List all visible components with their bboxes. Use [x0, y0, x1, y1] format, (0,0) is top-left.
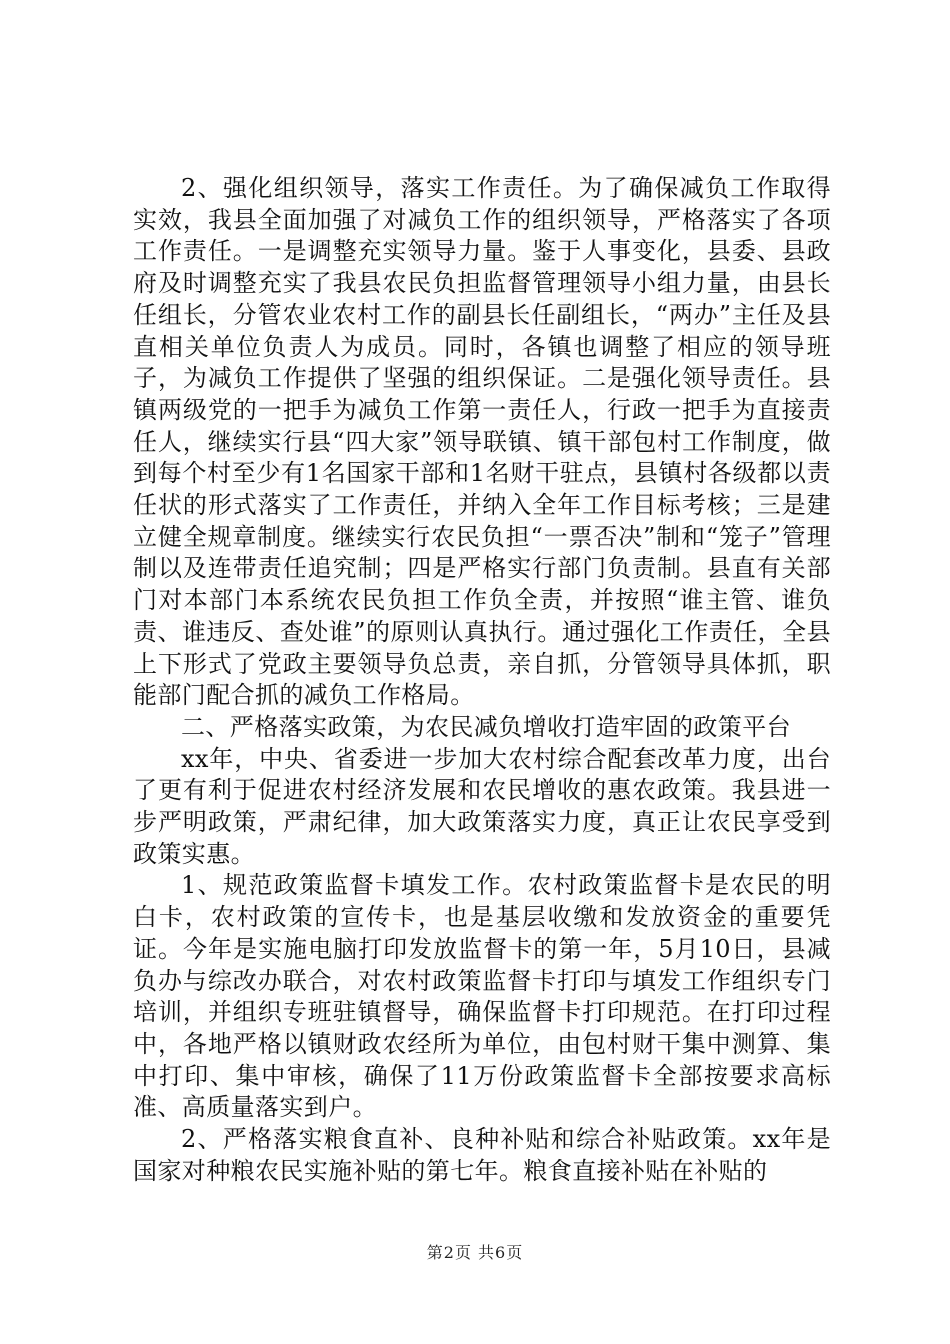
- paragraph-supervision-card: 1、规范政策监督卡填发工作。农村政策监督卡是农民的明白卡，农村政策的宣传卡，也是基层收缴和发放资金的重要凭证。今年是实施电脑打印发放监督卡的第一年，5月10日，县减负办与综改办联合，对农村政策监督卡打印与填发工作组织专门培训，并组织专班驻镇督导，确保监督卡打印规范。在打印过程中，各地严格以镇财政农经所为单位，由包村财干集中测算、集中打印、集中审核，确保了11万份政策监督卡全部按要求高标准、高质量落实到户。: [133, 871, 831, 1122]
- document-body: [133, 173, 831, 1188]
- page-footer: 第2页 共6页: [426, 1243, 524, 1262]
- paragraph-policy-intro: xx年，中央、省委进一步加大农村综合配套改革力度，出台了更有利于促进农村经济发展和农民增收的惠农政策。我县进一步严明政策，严肃纪律，加大政策落实力度，真正让农民享受到政策实惠。: [133, 744, 831, 868]
- section-heading-policy: 二、严格落实政策，为农民减负增收打造牢固的政策平台: [181, 712, 791, 741]
- paragraph-responsibility: 2、强化组织领导，落实工作责任。为了确保减负工作取得实效，我县全面加强了对减负工作的组织领导，严格落实了各项工作责任。一是调整充实领导力量。鉴于人事变化，县委、县政府及时调整充实了我县农民负担监督管理领导小组力量，由县长任组长，分管农业农村工作的副县长任副组长，“两办”主任及县直相关单位负责人为成员。同时，各镇也调整了相应的领导班子，为减负工作提供了坚强的组织保证。二是强化领导责任。县镇两级党的一把手为减负工作第一责任人，行政一把手为直接责任人，继续实行县“四大家”领导联镇、镇干部包村工作制度，做到每个村至少有1名国家干部和1名财干驻点，县镇村各级都以责任状的形式落实了工作责任，并纳入全年工作目标考核；三是建立健全规章制度。继续实行农民负担“一票否决”制和“笼子”管理制以及连带责任追究制；四是严格实行部门负责制。县直有关部门对本部门本系统农民负担工作负全责，并按照“谁主管、谁负责、谁违反、查处谁”的原则认真执行。通过强化工作责任，全县上下形式了党政主要领导负总责，亲自抓，分管领导具体抓，职能部门配合抓的减负工作格局。: [133, 174, 831, 710]
- paragraph-grain-subsidy: 2、严格落实粮食直补、良种补贴和综合补贴政策。xx年是国家对种粮农民实施补贴的第七年。粮食直接补贴在补贴的: [133, 1125, 831, 1185]
